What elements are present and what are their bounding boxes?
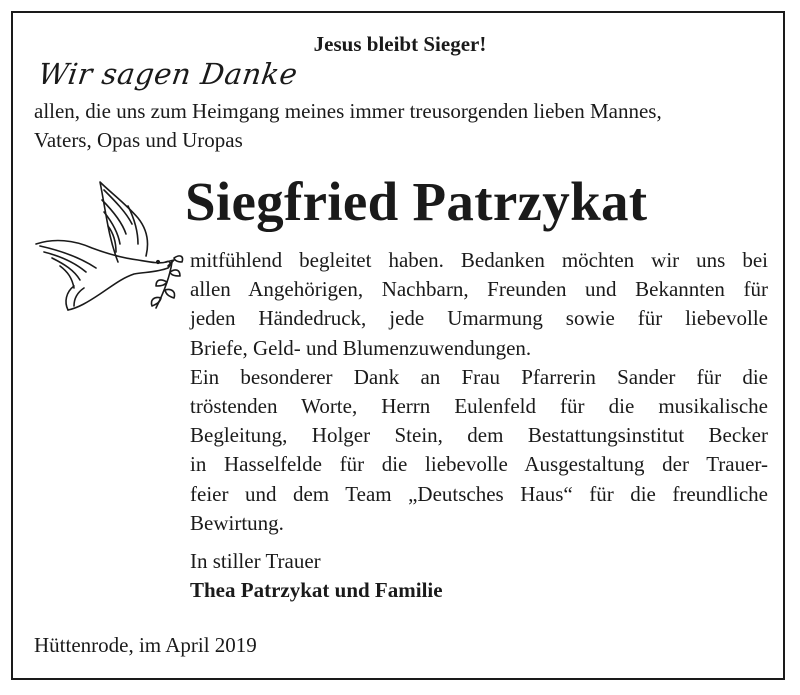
motto: Jesus bleibt Sieger!	[313, 32, 487, 56]
intro-line: allen, die uns zum Heimgang meines immer treusorgenden lieben Mannes,	[34, 99, 662, 123]
thanks-body	[190, 246, 768, 538]
mourner-names: Thea Patrzykat und Familie	[190, 578, 443, 602]
closing-phrase: In stiller Trauer	[190, 549, 321, 573]
text-line: allen Angehörigen, Nachbarn, Freunden und Bekannten für	[190, 277, 768, 302]
text-line: Ein besonderer Dank an Frau Pfarrerin Sander für die	[190, 364, 768, 389]
text-line: feier und dem Team „Deutsches Haus“ für die freundliche	[190, 481, 768, 506]
deceased-name: Siegfried Patrzykat	[185, 171, 648, 232]
text-line: Bewirtung.	[190, 510, 284, 535]
thanks-heading: Wir sagen Danke	[36, 57, 300, 91]
text-line: jeden Händedruck, jede Umarmung sowie für liebevolle	[190, 306, 768, 331]
text-line: Briefe, Geld- und Blumenzuwendungen.	[190, 335, 532, 360]
place-and-date: Hüttenrode, im April 2019	[34, 633, 257, 657]
paragraph-special-thanks	[190, 363, 768, 538]
text-line: tröstenden Worte, Herrn Eulenfeld für die musikalische	[190, 394, 768, 419]
intro-text	[34, 97, 774, 155]
text-line: mitfühlend begleitet haben. Bedanken möchten wir uns bei	[190, 248, 768, 272]
text-line: Begleitung, Holger Stein, dem Bestattungsinstitut Becker	[190, 423, 768, 448]
intro-line: Vaters, Opas und Uropas	[34, 128, 243, 152]
text-line: in Hasselfelde für die liebevolle Ausgestaltung der Trauer-	[190, 452, 768, 477]
dove-with-olive-branch-icon	[34, 176, 184, 316]
signature-block	[190, 547, 443, 605]
paragraph-acknowledgement	[190, 246, 768, 363]
